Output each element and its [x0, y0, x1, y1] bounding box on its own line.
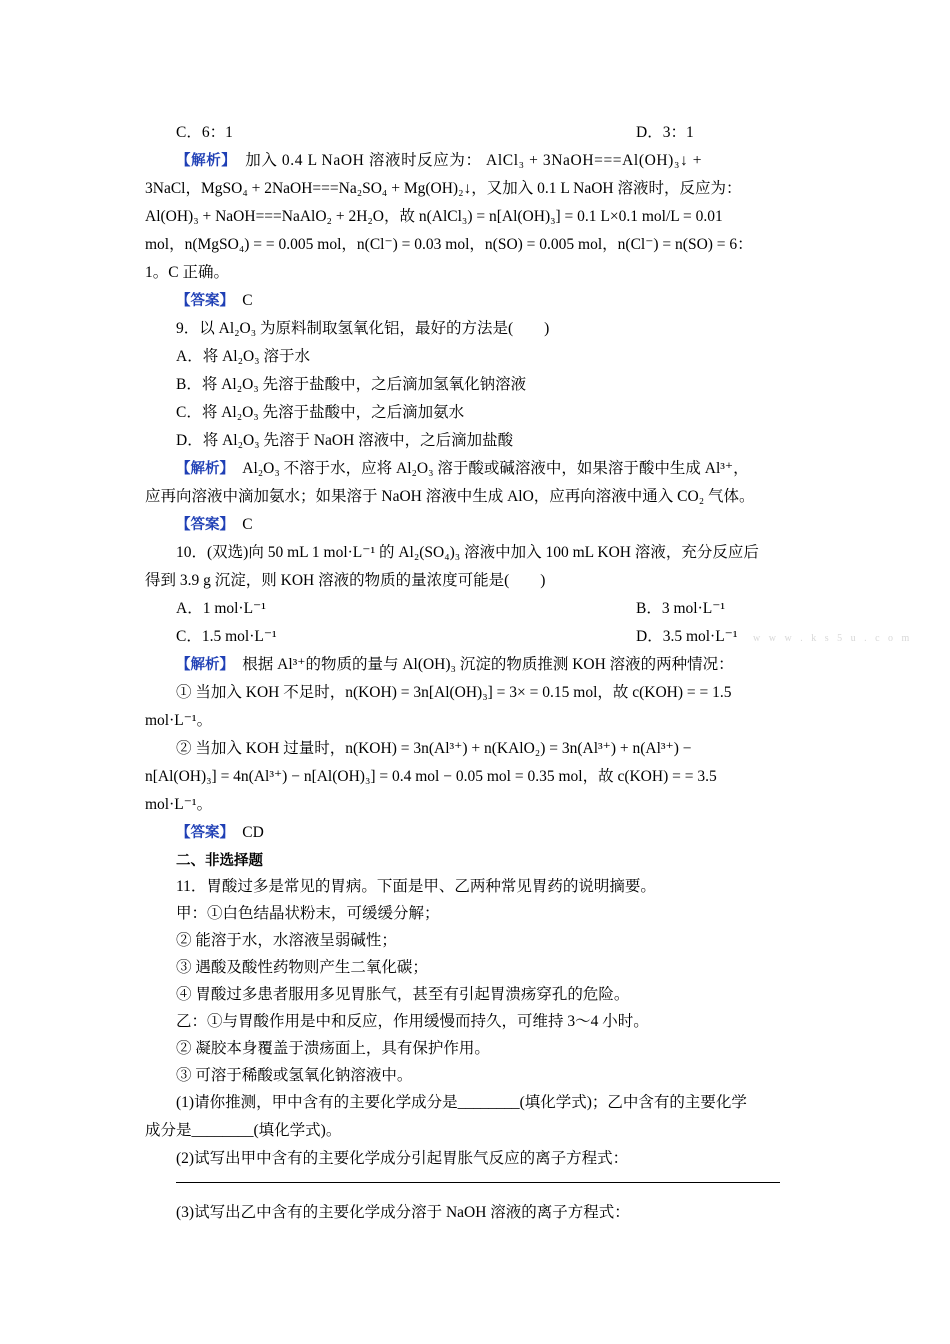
text-line: 甲：①白色结晶状粉末，可缓缓分解； — [176, 905, 440, 922]
analysis-line: 【解析】 Al₂O₃ 不溶于水，应将 Al₂O₃ 溶于酸或碱溶液中，如果溶于酸中生成 Al³⁺， — [176, 460, 749, 477]
option-d: D．将 Al₂O₃ 先溶于 NaOH 溶液中，之后滴加盐酸 — [176, 432, 514, 449]
text-line: 1。C 正确。 — [145, 264, 229, 281]
text-line: (1)请你推测，甲中含有的主要化学成分是________(填化学式)；乙中含有的主要化学 — [176, 1094, 747, 1111]
text-line: 应再向溶液中滴加氨水；如果溶于 NaOH 溶液中生成 AlO，应再向溶液中通入 CO₂ 气体。 — [145, 488, 755, 505]
text-line: 乙：①与胃酸作用是中和反应，作用缓慢而持久，可维持 3～4 小时。 — [176, 1013, 649, 1030]
text-line: mol，n(MgSO₄) = = 0.005 mol，n(Cl⁻) = 0.03 mol，n(SO) = 0.005 mol，n(Cl⁻) = n(SO) = 6： — [145, 236, 753, 253]
text-line: ③ 可溶于稀酸或氢氧化钠溶液中。 — [176, 1067, 413, 1084]
answer-line: 【答案】 C — [176, 292, 253, 309]
option-line: C．6：1 D．3：1 — [176, 124, 694, 141]
option-line: C．1.5 mol·L⁻¹ D．3.5 mol·L⁻¹ w w w . k s 5 u . c o m — [176, 628, 913, 645]
section-heading: 二、非选择题 — [176, 853, 263, 869]
text-line: ② 凝胶本身覆盖于溃疡面上，具有保护作用。 — [176, 1040, 490, 1057]
option-c: C．将 Al₂O₃ 先溶于盐酸中，之后滴加氨水 — [176, 404, 465, 421]
answer-blank-line — [176, 1182, 780, 1183]
text-line: Al(OH)₃ + NaOH===NaAlO₂ + 2H₂O，故 n(AlCl₃) = n[Al(OH)₃] = 0.1 L×0.1 mol/L = 0.01 — [145, 208, 723, 225]
text-line: 得到 3.9 g 沉淀，则 KOH 溶液的物质的量浓度可能是( ) — [145, 572, 546, 589]
question-10: 10．(双选)向 50 mL 1 mol·L⁻¹ 的 Al₂(SO₄)₃ 溶液中加入 100 mL KOH 溶液，充分反应后 — [176, 544, 759, 561]
text-line: (2)试写出甲中含有的主要化学成分引起胃胀气反应的离子方程式： — [176, 1150, 629, 1167]
watermark: w w w . k s 5 u . c o m — [753, 633, 913, 644]
text-line: ③ 遇酸及酸性药物则产生二氧化碳； — [176, 959, 428, 976]
question-9: 9．以 Al₂O₃ 为原料制取氢氧化铝，最好的方法是( ) — [176, 320, 550, 337]
text-line: ② 能溶于水，水溶液呈弱碱性； — [176, 932, 397, 949]
option-line: A．1 mol·L⁻¹ B．3 mol·L⁻¹ — [176, 600, 726, 617]
text-line: ④ 胃酸过多患者服用多见胃胀气，甚至有引起胃溃疡穿孔的危险。 — [176, 986, 630, 1003]
answer-line: 【答案】 CD — [176, 824, 264, 841]
question-11: 11．胃酸过多是常见的胃病。下面是甲、乙两种常见胃药的说明摘要。 — [176, 878, 656, 895]
text-line: mol·L⁻¹。 — [145, 796, 213, 813]
analysis-line: 【解析】 加入 0.4 L NaOH 溶液时反应为： AlCl₃ + 3NaOH===Al(OH)₃↓ + — [176, 152, 703, 169]
option-b: B．将 Al₂O₃ 先溶于盐酸中，之后滴加氢氧化钠溶液 — [176, 376, 527, 393]
option-a: A．将 Al₂O₃ 溶于水 — [176, 348, 310, 365]
text-line: ① 当加入 KOH 不足时，n(KOH) = 3n[Al(OH)₃] = 3× = 0.15 mol，故 c(KOH) = = 1.5 — [176, 684, 732, 701]
text-line: 成分是________(填化学式)。 — [145, 1122, 342, 1139]
text-line: ② 当加入 KOH 过量时，n(KOH) = 3n(Al³⁺) + n(KAlO₂) = 3n(Al³⁺) + n(Al³⁺) − — [176, 740, 692, 757]
text-line: n[Al(OH)₃] = 4n(Al³⁺) − n[Al(OH)₃] = 0.4 mol − 0.05 mol = 0.35 mol，故 c(KOH) = = 3.5 — [145, 768, 717, 785]
text-line: mol·L⁻¹。 — [145, 712, 213, 729]
text-line: (3)试写出乙中含有的主要化学成分溶于 NaOH 溶液的离子方程式： — [176, 1204, 630, 1221]
analysis-line: 【解析】 根据 Al³⁺的物质的量与 Al(OH)₃ 沉淀的物质推测 KOH 溶液的两种情况： — [176, 656, 734, 673]
text-line: 3NaCl，MgSO₄ + 2NaOH===Na₂SO₄ + Mg(OH)₂↓，又加入 0.1 L NaOH 溶液时，反应为： — [145, 180, 742, 197]
answer-line: 【答案】 C — [176, 516, 253, 533]
